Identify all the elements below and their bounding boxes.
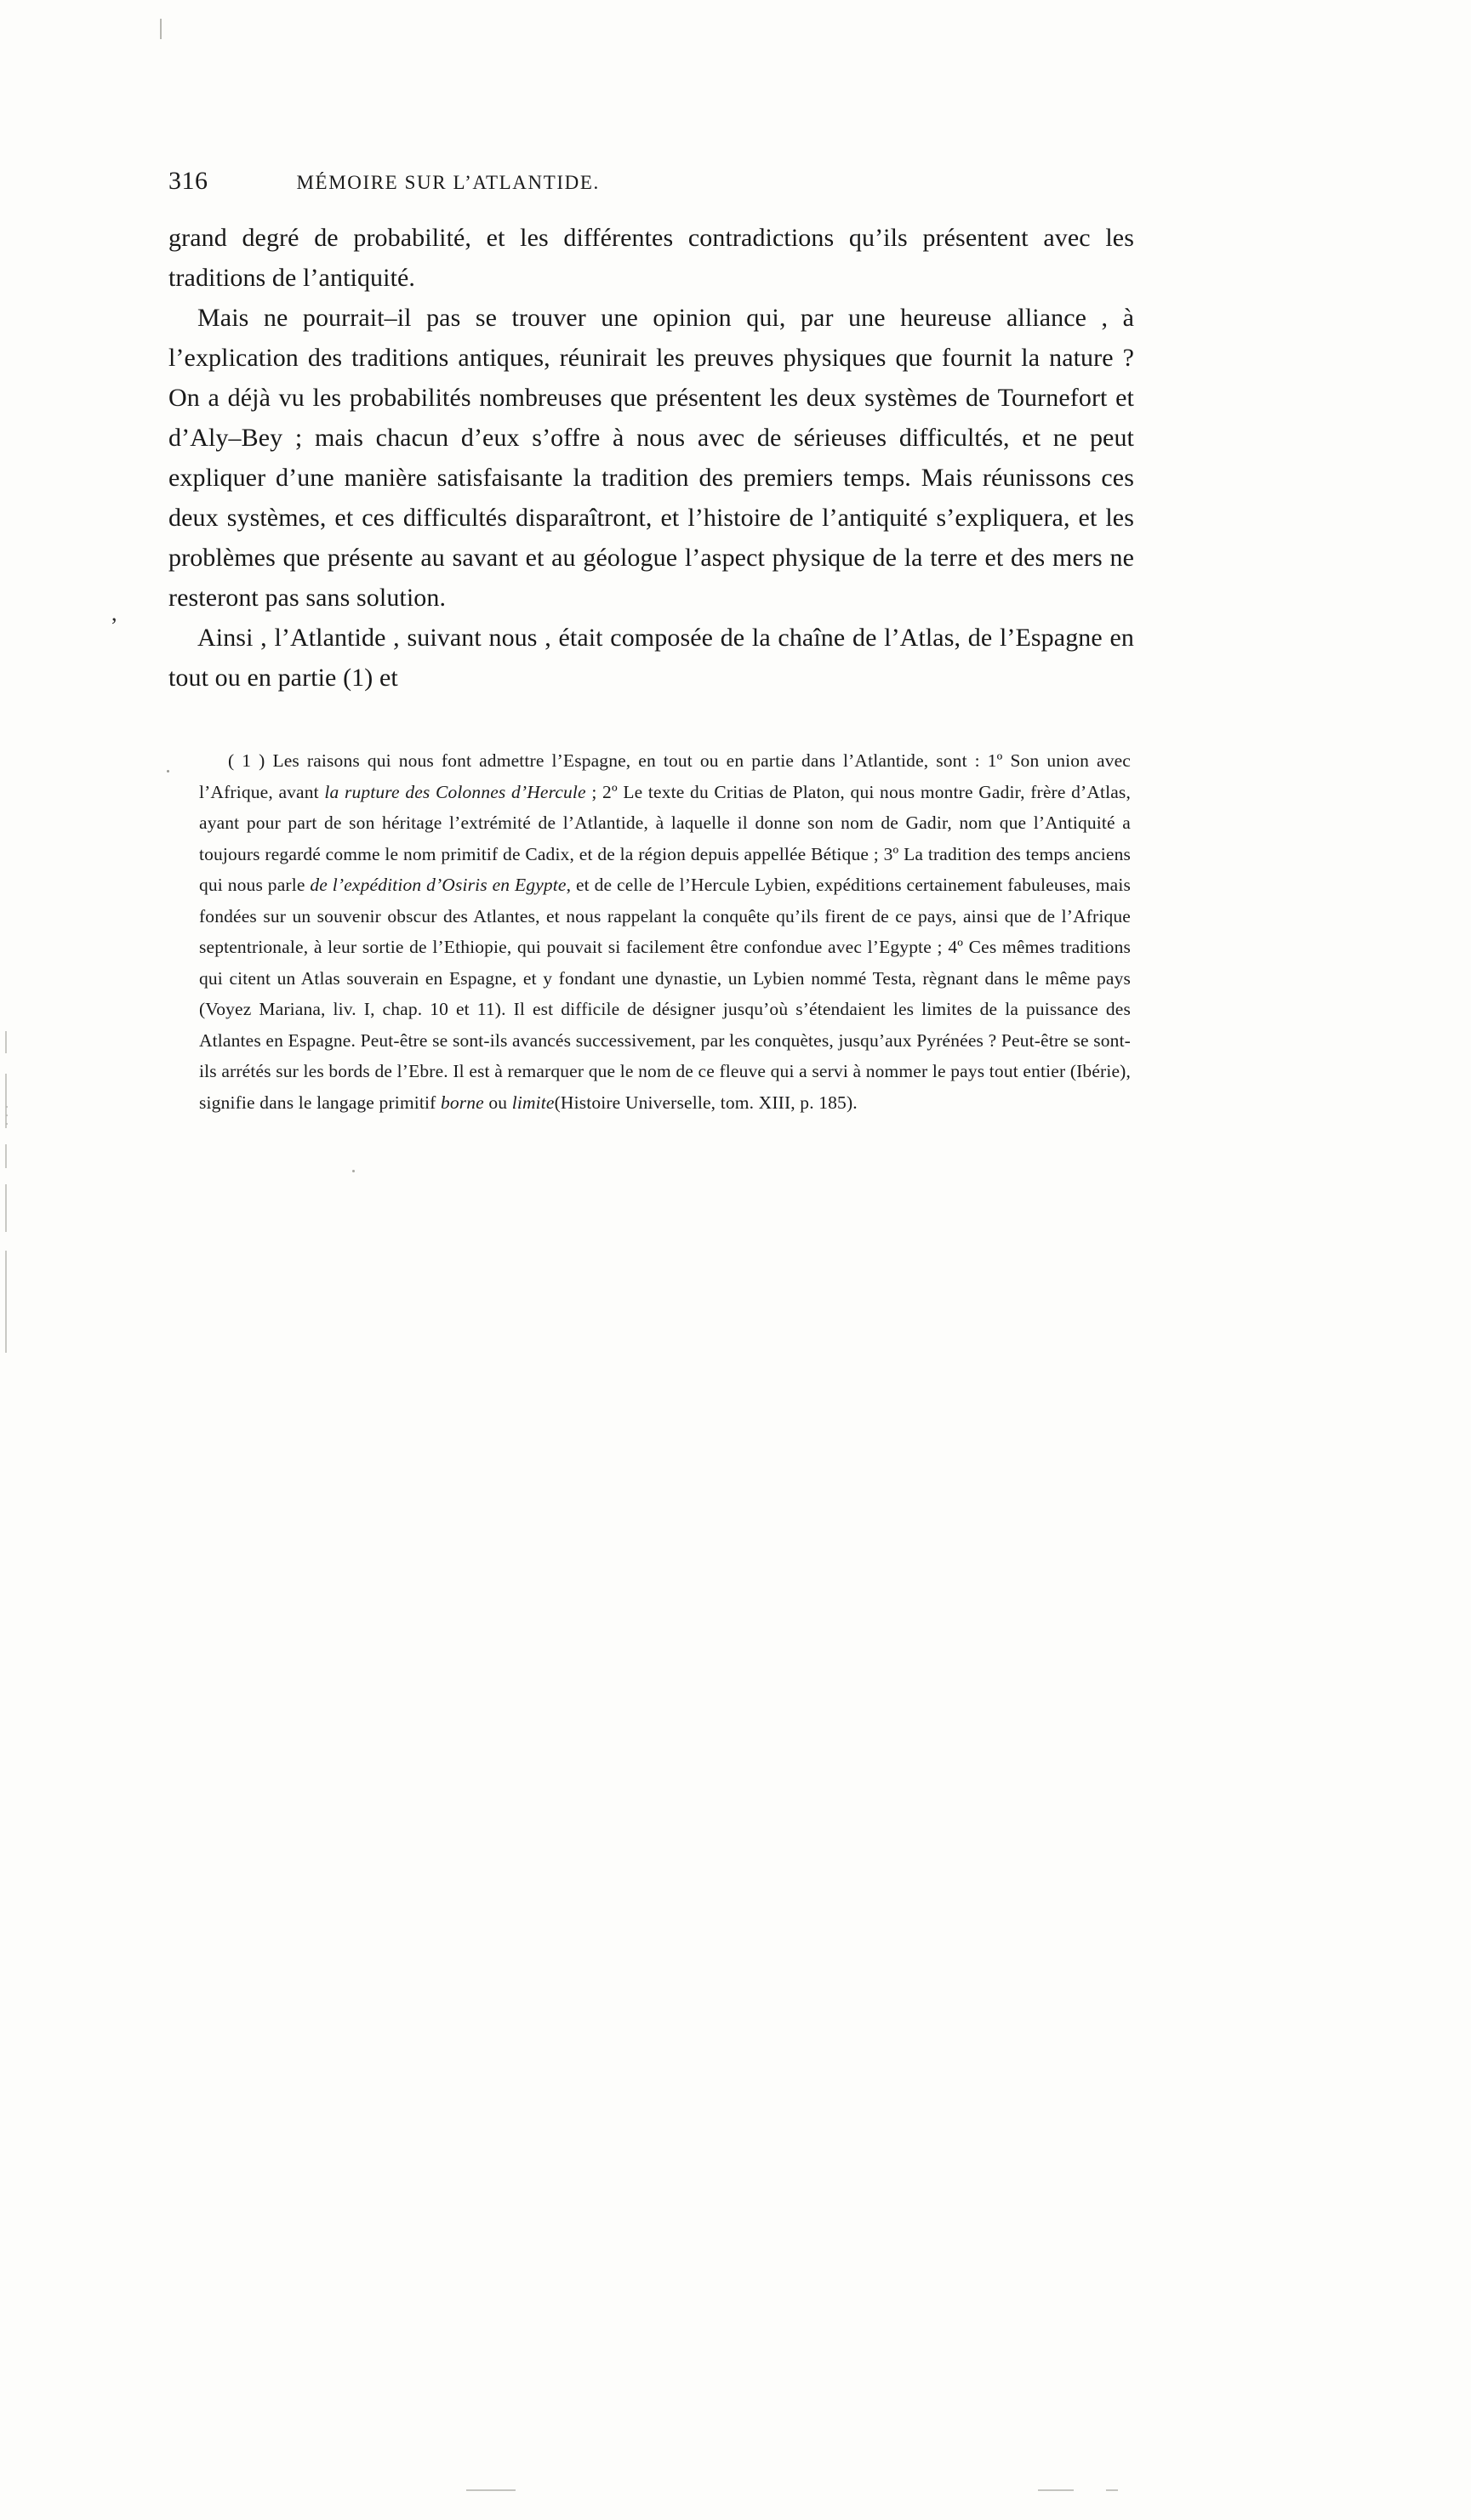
scan-mark-bottom	[466, 2489, 516, 2491]
footnote-conjunction: ou	[483, 1092, 512, 1113]
running-title-text: MÉMOIRE SUR L’ATLANTIDE.	[296, 172, 600, 193]
footnote-source-reference: (Histoire Universelle, tom. XIII, p. 185).	[554, 1092, 858, 1113]
footnote-item-1-end: ;	[585, 781, 603, 802]
paragraph-continuation: grand degré de probabilité, et les différentes contradictions qu’ils présentent avec les traditions de l’antiquité.	[168, 224, 1134, 292]
scan-mark-bottom	[1038, 2489, 1074, 2491]
footnote-marker: ( 1 )	[228, 750, 265, 771]
body-text	[168, 218, 1134, 698]
page-edge-speck	[6, 1115, 8, 1116]
page-edge-speck	[6, 1106, 8, 1108]
page-edge-artifact	[5, 1144, 7, 1168]
footnote-italic-limite: limite	[511, 1092, 555, 1113]
page-number: 316	[168, 167, 208, 195]
page-edge-speck	[6, 1123, 8, 1125]
footnote-item-3-text-b: , et de celle de l’Hercule Lybien, expéditions certainement fabuleuses, mais fondées sur un souvenir obscur des Atlantes, et nous rappelant la conquête qu’ils firent de ce pays, ainsi que de l’Afrique septentrionale, à leur sortie de l’Ethiopie, qui pouvait si facilement être confondue avec l’Egypte ;	[199, 875, 1132, 957]
running-head	[168, 167, 1309, 196]
footnote-item-1-italic: la rupture des Colonnes d’Hercule	[324, 781, 586, 802]
footnote-item-4-text: Ces mêmes traditions qui citent un Atlas souverain en Espagne, et y fondant une dynastie, un Lybien nommé Testa, règnant dans le même pays (Voyez Mariana, liv. I, chap. 10 et 11). Il est difficile de désigner jusqu’où s’étendaient les limites de la puissance des Atlantes en Espagne. Peut-être se sont-ils avancés successivement, par les conquètes, jusqu’aux Pyrénées ? Peut-être se sont-ils arrétés sur les bords de l’Ebre. Il est à remarquer que le nom de ce fleuve qui a servi à nommer le pays tout entier (Ibérie), signifie dans le langage primitif	[199, 937, 1131, 1113]
paragraph-two: Mais ne pourrait–il pas se trouver une opinion qui, par une heureuse alliance , à l’explication des traditions antiques, réunirait les preuves physiques que fournit la nature ? On a déjà vu les probabilités nombreuses que présentent les deux systèmes de Tournefort et d’Aly–Bey ; mais chacun d’eux s’offre à nous avec de sérieuses difficultés, et ne peut expliquer d’une manière satisfaisante la tradition des premiers temps. Mais réunissons ces deux systèmes, et ces difficultés disparaîtront, et l’histoire de l’antiquité s’expliquera, et les problèmes que présente au savant et au géologue l’aspect physique de la terre et des mers ne resteront pas sans solution.	[168, 304, 1134, 612]
page-edge-artifact	[5, 1184, 7, 1232]
footnote-item-2-text: Le texte du Critias de Platon, qui nous montre Gadir, frère d’Atlas, ayant pour part de son héritage l’extrémité de l’Atlantide, à laquelle il donne son nom de Gadir, nom que l’Antiquité a toujours regardé comme le nom primitif de Cadix, et de la région depuis appellée Bétique ;	[199, 781, 1131, 864]
footnote-item-2-number: 2º	[602, 781, 618, 802]
footnote-block	[199, 745, 1131, 1118]
margin-stray-mark: ,	[111, 601, 117, 625]
scan-speck-lower	[352, 1170, 355, 1172]
scan-mark-bottom	[1106, 2489, 1118, 2491]
footnote-item-3-italic: de l’expédition d’Osiris en Egypte	[310, 875, 567, 895]
paragraph-three: Ainsi , l’Atlantide , suivant nous , était composée de la chaîne de l’Atlas, de l’Espagne en tout ou en partie (1) et	[168, 624, 1134, 692]
footnote-item-4-number: 4º	[948, 937, 964, 957]
page-edge-artifact	[5, 1031, 7, 1053]
footnote-intro: Les raisons qui nous font admettre l’Espagne, en tout ou en partie dans l’Atlantide, sont :	[272, 750, 988, 771]
running-title	[297, 172, 600, 194]
footnote-item-3-number: 3º	[883, 843, 899, 864]
footnote-item-3-text-a: La tradition des temps anciens qui nous parle	[199, 843, 1131, 895]
scan-mark-top	[160, 19, 162, 39]
footnote-item-1-number: 1º	[987, 750, 1003, 771]
page-edge-artifact	[5, 1074, 7, 1128]
footnote-item-1-text: Son union avec l’Afrique, avant	[199, 750, 1131, 802]
page-edge-artifact	[5, 1251, 7, 1353]
footnote-text	[199, 745, 1131, 1118]
footnote-italic-borne: borne	[440, 1092, 484, 1113]
page-content	[168, 167, 1309, 1118]
